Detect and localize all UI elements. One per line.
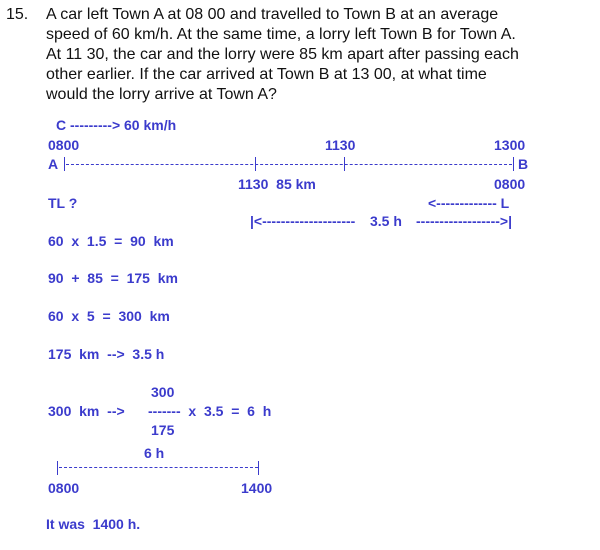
question-line: speed of 60 km/h. At the same time, a lorry left Town B for Town A. (46, 26, 516, 43)
question-number: 15. (6, 6, 29, 23)
lorry-arrow: <------------- L (428, 195, 510, 211)
duration: 6 h (144, 445, 165, 461)
start-time: 0800 (48, 480, 80, 496)
car-speed: C ---------> 60 km/h (56, 117, 177, 133)
time-label: 0800 (494, 176, 526, 192)
step: 300 km --> ------- x 3.5 = 6 h (48, 403, 272, 419)
question-line: other earlier. If the car arrived at Town B at 13 00, at what time (46, 66, 487, 83)
span-right: ------------------>| (416, 213, 513, 229)
time-label: 1300 (494, 137, 526, 153)
span-left: |<-------------------- (250, 213, 356, 229)
question-line: At 11 30, the car and the lorry were 85 km apart after passing each (46, 46, 519, 63)
span-label: 3.5 h (370, 213, 402, 229)
question-line: A car left Town A at 08 00 and travelled to Town B at an average (46, 6, 499, 23)
meeting-note: 1130 85 km (238, 176, 316, 192)
lorry-time: TL ? (48, 195, 78, 211)
question-line: would the lorry arrive at Town A? (46, 86, 277, 103)
time-label: 1130 (325, 137, 356, 153)
step: 60 x 5 = 300 km (48, 308, 170, 324)
step: 90 + 85 = 175 km (48, 270, 178, 286)
time-label: 0800 (48, 137, 80, 153)
step: 175 km --> 3.5 h (48, 346, 165, 362)
town-a: A (48, 156, 59, 172)
answer: It was 1400 h. (46, 516, 141, 532)
numerator: 300 (151, 384, 175, 400)
denominator: 175 (151, 422, 175, 438)
end-time: 1400 (241, 480, 273, 496)
step: 60 x 1.5 = 90 km (48, 233, 174, 249)
town-b: B (518, 156, 529, 172)
